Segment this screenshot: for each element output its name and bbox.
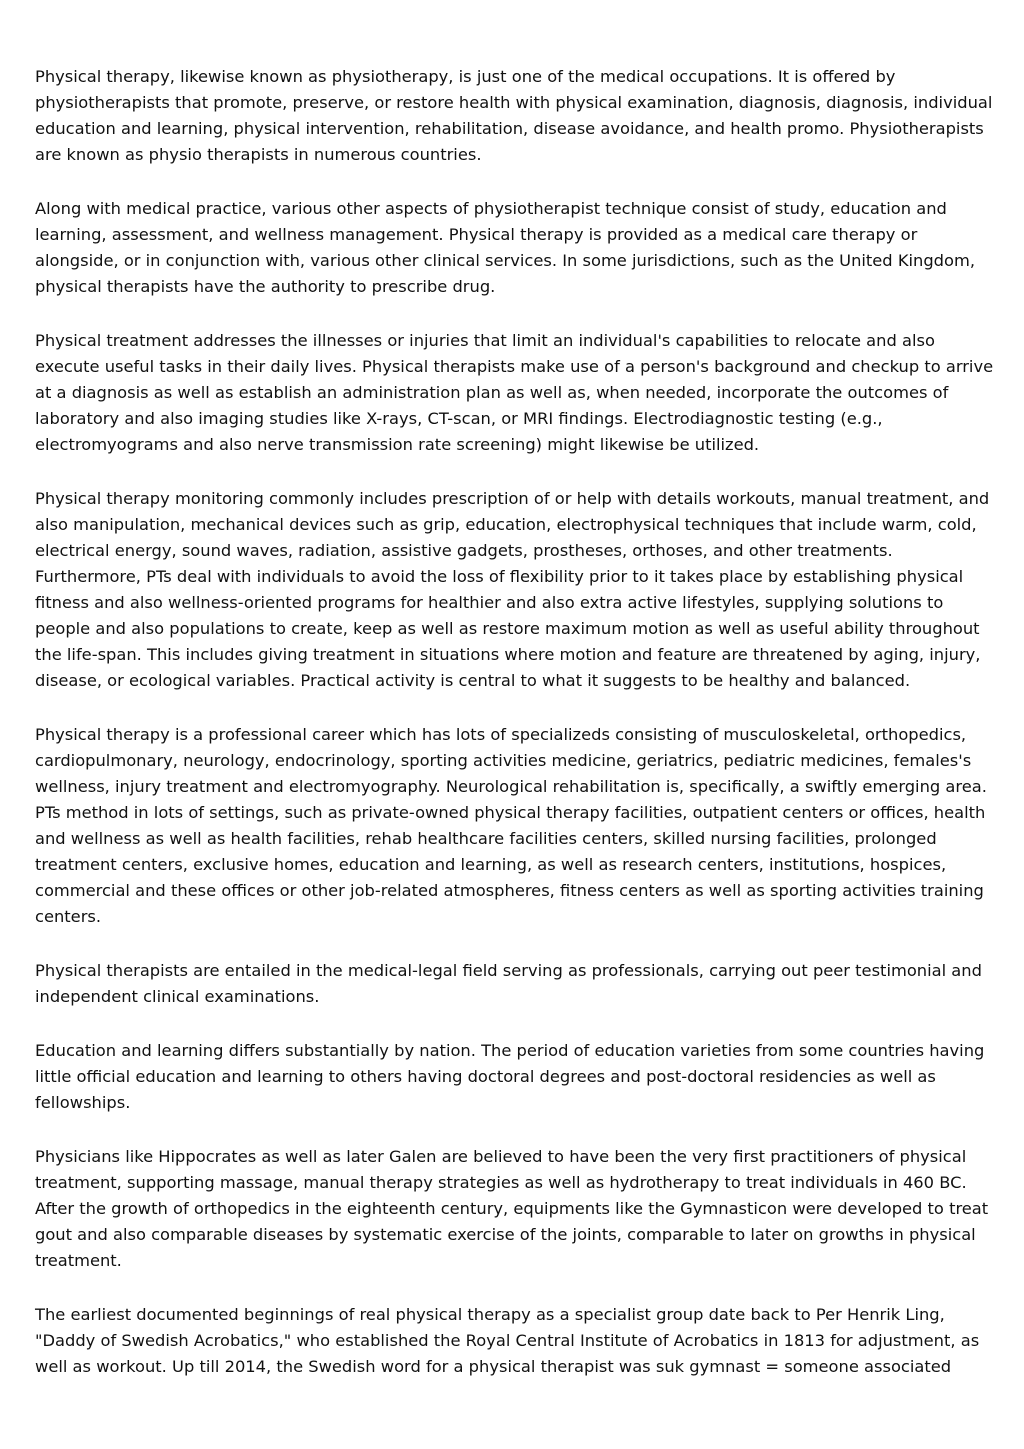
paragraph: Education and learning differs substantially by nation. The period of education varieties from some countries having little official education and learning to others having doctoral degrees and post-doctoral residencies as well as fellowships. [35, 1041, 985, 1112]
paragraph: Physical therapists are entailed in the medical-legal field serving as professionals, carrying out peer testimonial and independent clinical examinations. [35, 961, 982, 1006]
document-body [35, 64, 997, 1408]
paragraph: Physical therapy monitoring commonly includes prescription of or help with details workouts, manual treatment, and also manipulation, mechanical devices such as grip, education, electrophysical techniques that include warm, cold, electrical energy, sound waves, radiation, assistive gadgets, prostheses, orthoses, and other treatments. Furthermore, PTs deal with individuals to avoid the loss of flexibility prior to it takes place by establishing physical fitness and also wellness-oriented programs for healthier and also extra active lifestyles, supplying solutions to people and also populations to create, keep as well as restore maximum motion as well as useful ability throughout the life-span. This includes giving treatment in situations where motion and feature are threatened by aging, injury, disease, or ecological variables. Practical activity is central to what it suggests to be healthy and balanced. [35, 489, 990, 690]
paragraph: Physical treatment addresses the illnesses or injuries that limit an individual's capabilities to relocate and also execute useful tasks in their daily lives. Physical therapists make use of a person's background and checkup to arrive at a diagnosis as well as establish an administration plan as well as, when needed, incorporate the outcomes of laboratory and also imaging studies like X-rays, CT-scan, or MRI findings. Electrodiagnostic testing (e.g., electromyograms and also nerve transmission rate screening) might likewise be utilized. [35, 331, 994, 454]
paragraph: Along with medical practice, various other aspects of physiotherapist technique consist of study, education and learning, assessment, and wellness management. Physical therapy is provided as a medical care therapy or alongside, or in conjunction with, various other clinical services. In some jurisdictions, such as the United Kingdom, physical therapists have the authority to prescribe drug. [35, 199, 976, 296]
paragraph: Physical therapy is a professional career which has lots of specializeds consisting of musculoskeletal, orthopedics, cardiopulmonary, neurology, endocrinology, sporting activities medicine, geriatrics, pediatric medicines, females's wellness, injury treatment and electromyography. Neurological rehabilitation is, specifically, a swiftly emerging area. PTs method in lots of settings, such as private-owned physical therapy facilities, outpatient centers or offices, health and wellness as well as health facilities, rehab healthcare facilities centers, skilled nursing facilities, prolonged treatment centers, exclusive homes, education and learning, as well as research centers, institutions, hospices, commercial and these offices or other job-related atmospheres, fitness centers as well as sporting activities training centers. [35, 725, 987, 926]
paragraph: Physical therapy, likewise known as physiotherapy, is just one of the medical occupations. It is offered by physiotherapists that promote, preserve, or restore health with physical examination, diagnosis, diagnosis, individual education and learning, physical intervention, rehabilitation, disease avoidance, and health promo. Physiotherapists are known as physio therapists in numerous countries. [35, 67, 993, 164]
paragraph: The earliest documented beginnings of real physical therapy as a specialist group date back to Per Henrik Ling, "Daddy of Swedish Acrobatics," who established the Royal Central Institute of Acrobatics in 1813 for adjustment, as well as workout. Up till 2014, the Swedish word for a physical therapist was suk gymnast = someone associated [35, 1305, 980, 1376]
paragraph: Physicians like Hippocrates as well as later Galen are believed to have been the very first practitioners of physical treatment, supporting massage, manual therapy strategies as well as hydrotherapy to treat individuals in 460 BC. After the growth of orthopedics in the eighteenth century, equipments like the Gymnasticon were developed to treat gout and also comparable diseases by systematic exercise of the joints, comparable to later on growths in physical treatment. [35, 1147, 989, 1270]
